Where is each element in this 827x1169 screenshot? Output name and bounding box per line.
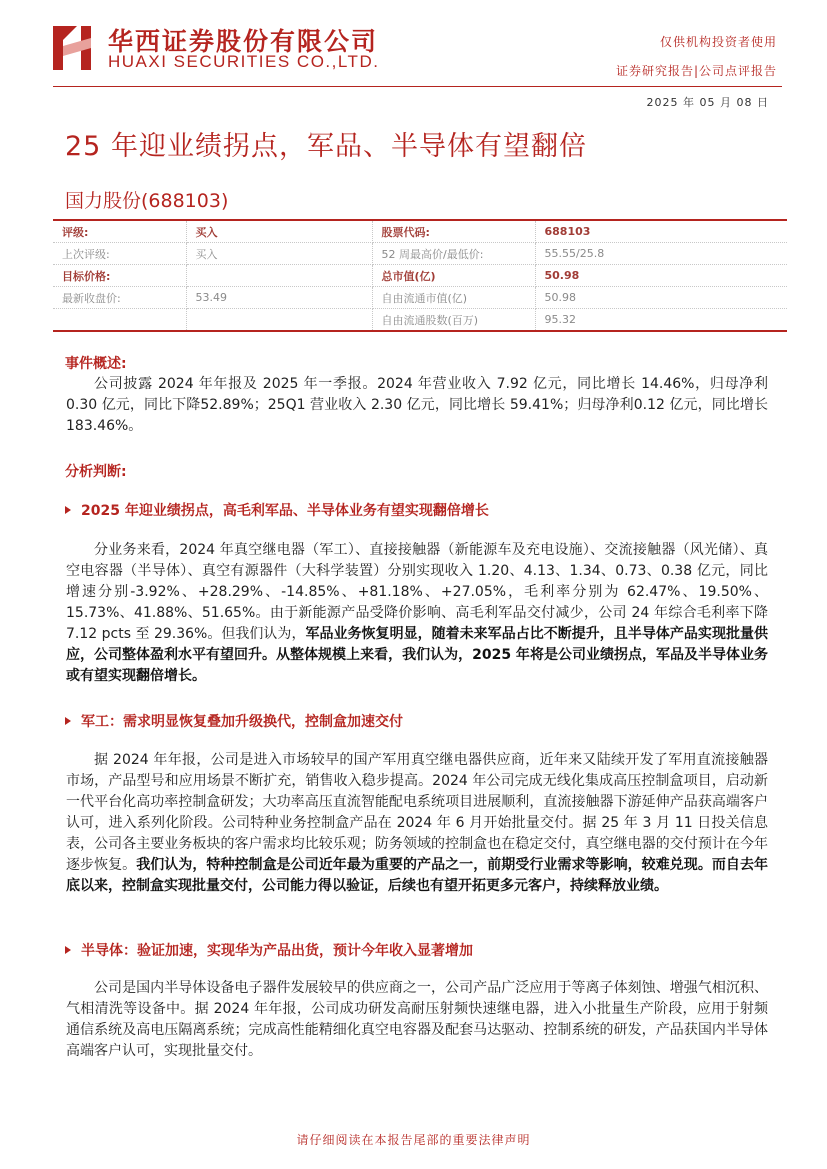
report-date: 2025 年 05 月 08 日 [646, 96, 769, 109]
table-row [53, 309, 787, 332]
section-1-body [66, 540, 768, 687]
target-price-label: 目标价格: [53, 265, 186, 287]
empty-cell [186, 309, 372, 332]
float-shares-value: 95.32 [535, 309, 787, 332]
legal-notice-footer: 请仔细阅读在本报告尾部的重要法律声明 [296, 1133, 531, 1147]
event-heading: 事件概述: [65, 356, 127, 372]
triangle-bullet-icon [65, 506, 71, 514]
section-3-text: 公司是国内半导体设备电子器件发展较早的供应商之一，公司产品广泛应用于等离子体刻蚀、增强气相沉积、气相清洗等设备中。据 2024 年年报，公司成功研发高耐压射频快速继电器，进入小批量生产阶段，应用于射频通信系统及高电压隔离系统；完成高性能精细化真空电容器及配套马达驱动、控制系统的研发，产品获国内半导体高端客户认可，实现批量交付。 [66, 980, 768, 1059]
table-row [53, 287, 787, 309]
float-cap-value: 50.98 [535, 287, 787, 309]
stock-code-value: 688103 [535, 220, 787, 243]
section-2-title [65, 711, 403, 731]
company-name-en: HUAXI SECURITIES CO.,LTD. [108, 52, 380, 71]
huaxi-logo-icon [53, 24, 95, 72]
prev-rating-label: 上次评级: [53, 243, 186, 265]
close-price-label: 最新收盘价: [53, 287, 186, 309]
section-1-text: 分业务来看，2024 年真空继电器（军工）、直接接触器（新能源车及充电设施）、交流接触器（风光储）、真空电容器（半导体）、真空有源器件（大科学装置）分别实现收入 1.20、4.13、1.34、0.73、0.38 亿元，同比增速分别-3.92%、+28.29%、-14.85%、+81.18%、+27.05%，毛利率分别为 62.47%、19.50%、15.73%、41.88%、51.65%。由于新能源产品受降价影响、高毛利军品交付减少，公司 24 年综合毛利率下降 7.12 pcts 至 29.36%。但我们认为， [66, 542, 768, 642]
section-3-body [66, 978, 768, 1062]
triangle-bullet-icon [65, 946, 71, 954]
float-shares-label: 自由流通股数(百万) [372, 309, 535, 332]
header-divider [53, 86, 782, 87]
market-cap-value: 50.98 [535, 265, 787, 287]
prev-rating-value: 买入 [186, 243, 372, 265]
table-row [53, 220, 787, 243]
section-2-bold: 我们认为，特种控制盒是公司近年最为重要的产品之一，前期受行业需求等影响，较难兑现。而自去年底以来，控制盒实现批量交付，公司能力得以验证，后续也有望开拓更多元客户，持续释放业绩。 [66, 857, 769, 894]
stock-info-table [53, 219, 787, 332]
audience-note: 仅供机构投资者使用 [659, 35, 777, 49]
rating-label: 评级: [53, 220, 186, 243]
section-3-title [65, 940, 473, 960]
rating-value: 买入 [186, 220, 372, 243]
target-price-value [186, 265, 372, 287]
company-name-cn: 华西证券股份有限公司 [108, 27, 379, 56]
section-3-title-text: 半导体：验证加速，实现华为产品出货，预计今年收入显著增加 [81, 943, 473, 959]
52w-range-label: 52 周最高价/最低价: [372, 243, 535, 265]
section-2-text: 据 2024 年年报，公司是进入市场较早的国产军用真空继电器供应商，近年来又陆续开发了军用直流接触器市场，产品型号和应用场景不断扩充，销售收入稳步提高。2024 年公司完成无线化集成高压控制盒项目，启动新一代平台化高功率控制盒研发；大功率高压直流智能配电系统项目进展顺利，直流接触器下游延伸产品获高端客户认可，进入系列化阶段。公司特种业务控制盒产品在 2024 年 6 月开始批量交付。据 25 年 3 月 11 日投关信息表，公司各主要业务板块的客户需求均比较乐观；防务领域的控制盒也在稳定交付，真空继电器的交付预计在今年逐步恢复。 [66, 752, 768, 873]
company-ticker: 国力股份(688103) [65, 190, 229, 212]
section-2-title-text: 军工：需求明显恢复叠加升级换代，控制盒加速交付 [81, 714, 403, 730]
empty-cell [53, 309, 186, 332]
section-1-title [65, 500, 489, 520]
52w-range-value: 55.55/25.8 [535, 243, 787, 265]
table-row [53, 243, 787, 265]
section-1-bold: 军品业务恢复明显，随着未来军品占比不断提升，且半导体产品实现批量供应，公司整体盈利水平有望回升。从整体规模上来看，我们认为，2025 年将是公司业绩拐点，军品及半导体业务或有望实现翻倍增长。 [66, 626, 768, 684]
analysis-heading: 分析判断: [65, 464, 127, 480]
report-title: 25 年迎业绩拐点，军品、半导体有望翻倍 [65, 131, 587, 162]
report-type: 证券研究报告|公司点评报告 [615, 64, 777, 78]
section-2-body [66, 750, 768, 897]
close-price-value: 53.49 [186, 287, 372, 309]
triangle-bullet-icon [65, 717, 71, 725]
table-row [53, 265, 787, 287]
event-text: 公司披露 2024 年年报及 2025 年一季报。2024 年营业收入 7.92 亿元，同比增长 14.46%，归母净利 0.30 亿元，同比下降52.89%；25Q1 营业收入 2.30 亿元，同比增长 59.41%；归母净利0.12 亿元，同比增长 183.46%。 [66, 376, 768, 434]
float-cap-label: 自由流通市值(亿) [372, 287, 535, 309]
stock-code-label: 股票代码: [372, 220, 535, 243]
market-cap-label: 总市值(亿) [372, 265, 535, 287]
section-1-title-text: 2025 年迎业绩拐点，高毛利军品、半导体业务有望实现翻倍增长 [81, 503, 489, 519]
